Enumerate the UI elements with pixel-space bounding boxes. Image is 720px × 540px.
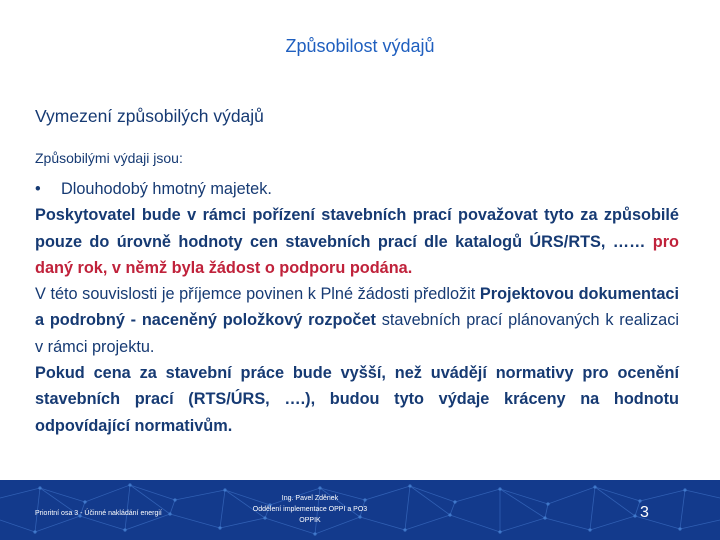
content-body <box>35 176 679 439</box>
paragraph-documentation-start: V této souvislosti je příjemce povinen k Plné žádosti předložit <box>35 285 480 304</box>
footer-contact-program: OPPIK <box>299 517 321 524</box>
highlight-text: pro daný rok, v němž byla žádost o podporu podána. <box>35 232 679 277</box>
bullet-icon: • <box>35 180 41 198</box>
footer-contact-department: Oddělení implementace OPPI a PO3 <box>252 506 368 513</box>
bullet-item <box>35 176 679 202</box>
paragraph-documentation-bold: Projektovou dokumentaci a podrobný - naceněný položkový rozpočet <box>35 285 679 330</box>
slide-title: Způsobilost výdajů <box>285 36 435 56</box>
paragraph-documentation-end: stavebních prací plánovaných k realizaci v rámci projektu. <box>35 311 679 356</box>
paragraph-eligibility-text: Poskytovatel bude v rámci pořízení stavebních prací považovat tyto za způsobilé pouze do úrovně hodnoty cen stavebních prací dle katalogů ÚRS/RTS, …… <box>35 206 679 251</box>
paragraph-documentation <box>35 281 679 360</box>
footer-priority-axis: Prioritní osa 3 - Účinné nakládání energií <box>35 510 162 517</box>
footer-contact-name: Ing. Pavel Zděnek <box>281 495 339 502</box>
footer-contact <box>210 493 410 526</box>
paragraph-price-limit: Pokud cena za stavební práce bude vyšší, než uvádějí normativy pro ocenění stavebních prací (RTS/ÚRS, ….), budou tyto výdaje kráceny na hodnotu odpovídající normativům. <box>35 364 679 435</box>
bullet-text: Dlouhodobý hmotný majetek. <box>61 180 272 198</box>
page-number: 3 <box>640 504 649 521</box>
paragraph-eligibility <box>35 202 679 281</box>
subheading: Způsobilými výdaji jsou: <box>35 150 183 166</box>
section-heading: Vymezení způsobilých výdajů <box>35 106 264 126</box>
footer-bar <box>0 480 720 540</box>
